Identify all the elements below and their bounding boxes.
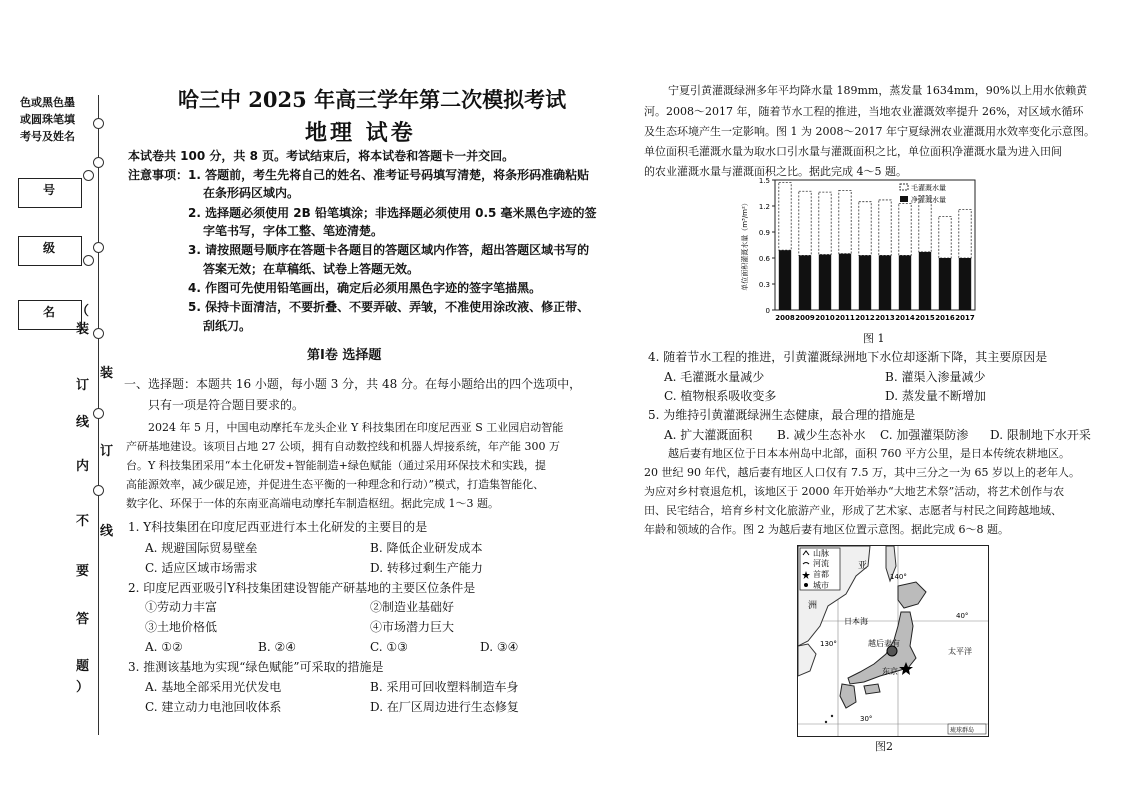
legend-river: 河流	[813, 559, 829, 568]
binding-hole	[83, 255, 94, 266]
net-irrigation-bar	[919, 252, 931, 310]
passage-line: 为应对乡村衰退危机，该地区于 2000 年开始举办“大地艺术祭”活动，将艺术创作与农	[644, 485, 1065, 498]
net-irrigation-bar	[779, 250, 791, 310]
note-line: 3. 请按照题号顺序在答题卡各题目的答题区域内作答，超出答题区域书写的	[188, 243, 590, 257]
vertical-char: （	[76, 304, 90, 319]
binding-hole	[93, 157, 104, 168]
x-tick-label: 2011	[835, 314, 855, 322]
note-line: 答案无效；在草稿纸、试卷上答题无效。	[203, 262, 420, 276]
label-lon140: 140°	[890, 573, 907, 581]
side-line: 线	[100, 524, 114, 539]
page-title: 哈三中 2025 年高三学年第二次模拟考试	[178, 87, 567, 112]
legend-capital: 首都	[813, 570, 829, 579]
x-tick-label: 2012	[855, 314, 875, 322]
y-tick-label: 0.6	[758, 255, 770, 263]
passage-line: 及生态环境产生一定影响。图 1 为 2008～2017 年宁夏绿洲农业灌溉用水效率变化示意图。	[644, 125, 1095, 138]
vertical-char: 不	[76, 514, 90, 529]
vertical-char: 答	[76, 612, 90, 627]
gross-irrigation-bar	[839, 190, 851, 253]
option[interactable]: C. 加强灌渠防渗	[880, 428, 969, 442]
side-order: 订	[100, 444, 114, 459]
passage-line: 单位面积毛灌溉水量为取水口引水量与灌溉面积之比，单位面积净灌溉水量为进入田间	[644, 145, 1062, 158]
option[interactable]: A. 毛灌溉水量减少	[664, 370, 765, 384]
y-tick-label: 1.2	[758, 203, 770, 211]
instruction-line: 一、选择题：本题共 16 小题，每小题 3 分，共 48 分。在每小题给出的四个选项中，	[124, 377, 582, 391]
hokkaido	[898, 582, 926, 608]
note-line: 刮纸刀。	[203, 319, 252, 333]
notes-label: 注意事项：	[128, 168, 189, 182]
net-irrigation-bar	[839, 254, 851, 310]
y-axis-label: 单位面积灌溉水量（m³/m²）	[741, 199, 749, 291]
x-tick-label: 2013	[875, 314, 895, 322]
option[interactable]: D. ③④	[480, 640, 519, 654]
legend-net-swatch	[900, 196, 908, 202]
condition: ②制造业基础好	[370, 600, 455, 614]
legend-city: 城市	[813, 581, 829, 590]
passage-line: 年龄和领域的合作。图 2 为越后妻有地区位置示意图。据此完成 6～8 题。	[644, 523, 1009, 536]
vertical-char: 线	[76, 415, 90, 430]
section-heading: 第Ⅰ卷 选择题	[307, 348, 382, 363]
y-tick-label: 0	[765, 307, 770, 315]
binding-hole	[93, 328, 104, 339]
legend-gross-label: 毛灌溉水量	[911, 184, 946, 192]
vertical-char: ）	[76, 680, 90, 695]
exam-number-box	[18, 178, 82, 208]
gross-irrigation-bar	[819, 192, 831, 254]
option[interactable]: B. 降低企业研发成本	[370, 541, 483, 555]
vertical-char: 订	[76, 378, 90, 393]
binding-hole	[83, 170, 94, 181]
side-notice-1: 色或黑色墨	[20, 96, 75, 109]
net-irrigation-bar	[859, 255, 871, 310]
class-box	[18, 236, 82, 266]
instruction-line: 只有一项是符合题目要求的。	[148, 398, 305, 412]
y-tick-label: 1.5	[758, 177, 770, 185]
gross-irrigation-bar	[779, 183, 791, 251]
side-notice-3: 考号及姓名	[20, 130, 75, 143]
japan-location-map	[797, 545, 989, 737]
legend-net-label: 净灌溉水量	[911, 196, 946, 204]
ryukyu-island	[831, 715, 833, 717]
label-continent: 洲	[808, 601, 818, 611]
shikoku	[864, 684, 880, 694]
note-line: 5. 保持卡面清洁，不要折叠、不要弄破、弄皱，不准使用涂改液、修正带、	[188, 300, 590, 314]
gross-irrigation-bar	[959, 209, 971, 258]
note-line: 在条形码区域内。	[203, 186, 300, 200]
condition: ①劳动力丰富	[145, 600, 218, 614]
option[interactable]: C. 植物根系吸收变多	[664, 389, 777, 403]
option[interactable]: B. ②④	[258, 640, 296, 654]
question-stem: 2. 印度尼西亚吸引Y科技集团建设智能产研基地的主要区位条件是	[128, 581, 476, 595]
y-tick-label: 0.9	[758, 229, 770, 237]
x-tick-label: 2008	[775, 314, 795, 322]
passage-line: 2024 年 5 月，中国电动摩托车龙头企业 Y 科技集团在印度尼西亚 S 工业园启动智能	[148, 421, 564, 434]
intro-text: 本试卷共 100 分，共 8 页。考试结束后，将本试卷和答题卡一并交回。	[128, 149, 515, 163]
passage-line: 高能源效率，减少碳足迹，并促进生态平衡的一种理念和行动）”模式，打造集智能化、	[126, 478, 545, 491]
x-tick-label: 2010	[815, 314, 835, 322]
passage-line: 的农业灌溉水量与灌溉面积之比。据此完成 4～5 题。	[644, 165, 907, 178]
binding-hole	[93, 408, 104, 419]
condition: ④市场潜力巨大	[370, 620, 455, 634]
binding-hole	[93, 485, 104, 496]
condition: ③土地价格低	[145, 620, 218, 634]
option[interactable]: C. 适应区域市场需求	[145, 561, 258, 575]
name-box	[18, 300, 82, 330]
label-lat30: 30°	[860, 715, 873, 723]
passage-line: 宁夏引黄灌溉绿洲多年平均降水量 189mm，蒸发量 1634mm，90%以上用水依赖黄	[668, 84, 1088, 97]
passage-line: 20 世纪 90 年代，越后妻有地区人口仅有 7.5 万，其中三分之一为 65 岁以上的老年人。	[644, 466, 1080, 479]
label-pacific: 太平洋	[948, 647, 972, 656]
ryukyu-island	[825, 721, 827, 723]
vertical-char: 内	[76, 459, 90, 474]
option[interactable]: A. 规避国际贸易壁垒	[145, 541, 258, 555]
label-lon130: 130°	[820, 640, 837, 648]
vertical-char: 装	[76, 322, 90, 337]
net-irrigation-bar	[959, 258, 971, 310]
option[interactable]: D. 在厂区周边进行生态修复	[370, 700, 519, 714]
gross-irrigation-bar	[859, 202, 871, 256]
legend-gross-swatch	[900, 184, 908, 190]
side-mark: 装	[100, 366, 114, 381]
question-stem: 4. 随着节水工程的推进，引黄灌溉绿洲地下水位却逐渐下降，其主要原因是	[648, 350, 1048, 364]
passage-line: 田、民宅结合，培育乡村文化旅游产业，形成了艺术家、志愿者与村民之间跨越地域、	[644, 504, 1062, 517]
label-asia: 亚	[858, 561, 868, 571]
note-line: 1. 答题前，考生先将自己的姓名、准考证号码填写清楚，将条形码准确粘贴	[188, 168, 590, 182]
label-ryukyu: 琉球群岛	[950, 727, 975, 734]
name-label: 名	[43, 305, 56, 319]
net-irrigation-bar	[799, 255, 811, 310]
label-lat40: 40°	[956, 612, 969, 620]
gross-irrigation-bar	[799, 191, 811, 255]
figure2-caption: 图2	[875, 740, 893, 753]
option[interactable]: D. 蒸发量不断增加	[885, 389, 986, 403]
question-stem: 5. 为维持引黄灌溉绿洲生态健康，最合理的措施是	[648, 408, 916, 422]
vertical-char: 题	[76, 659, 90, 674]
figure1-caption: 图 1	[863, 332, 885, 345]
x-tick-label: 2016	[935, 314, 955, 322]
label-echigo-tsumari: 越后妻有	[868, 639, 900, 648]
question-stem: 3. 推测该基地为实现“绿色赋能”可采取的措施是	[128, 660, 384, 674]
irrigation-chart	[735, 170, 995, 335]
binding-hole	[93, 242, 104, 253]
x-tick-label: 2017	[955, 314, 975, 322]
y-tick-label: 0.3	[758, 281, 770, 289]
option[interactable]: B. 灌渠入渗量减少	[885, 370, 986, 384]
note-line: 2. 选择题必须使用 2B 铅笔填涂；非选择题必须使用 0.5 毫米黑色字迹的签	[188, 206, 597, 220]
x-tick-label: 2015	[915, 314, 935, 322]
x-tick-label: 2009	[795, 314, 815, 322]
option[interactable]: A. ①②	[145, 640, 183, 654]
kyushu	[840, 684, 856, 708]
vertical-char: 要	[76, 564, 90, 579]
gross-irrigation-bar	[939, 216, 951, 258]
subject-title: 地理 试卷	[305, 120, 416, 146]
legend-mountain: 山脉	[813, 549, 829, 558]
japan-map-svg	[798, 546, 988, 736]
label-sea-of-japan: 日本海	[844, 617, 868, 626]
option[interactable]: B. 采用可回收塑料制造车身	[370, 680, 519, 694]
gross-irrigation-bar	[899, 203, 911, 255]
net-irrigation-bar	[879, 255, 891, 310]
option[interactable]: D. 转移过剩生产能力	[370, 561, 483, 575]
net-irrigation-bar	[819, 255, 831, 310]
passage-line: 河。2008～2017 年，随着节水工程的推进，当地农业灌溉效率提升 26%，对区域水循环	[644, 105, 1084, 118]
passage-line: 台。Y 科技集团采用“本土化研发+智能制造+绿色赋能（通过采用环保技术和实践，提	[126, 459, 546, 472]
irrigation-chart-svg	[735, 170, 995, 335]
class-label: 级	[43, 241, 56, 255]
side-notice-2: 或圆珠笔填	[20, 113, 75, 126]
option[interactable]: A. 扩大灌溉面积	[664, 428, 753, 442]
label-tokyo: 东京	[882, 667, 898, 676]
gross-irrigation-bar	[919, 196, 931, 252]
korea-peninsula	[798, 644, 816, 676]
option[interactable]: C. ①③	[370, 640, 408, 654]
note-line: 字笔书写，字体工整、笔迹清楚。	[203, 224, 384, 238]
question-stem: 1. Y科技集团在印度尼西亚进行本土化研发的主要目的是	[128, 520, 428, 534]
city-icon	[804, 583, 808, 587]
net-irrigation-bar	[939, 258, 951, 310]
option[interactable]: B. 减少生态补水	[777, 428, 866, 442]
gross-irrigation-bar	[879, 200, 891, 255]
x-tick-label: 2014	[895, 314, 915, 322]
net-irrigation-bar	[899, 255, 911, 310]
passage-line: 越后妻有地区位于日本本州岛中北部，面积 760 平方公里，是日本传统农耕地区。	[668, 447, 1070, 460]
option[interactable]: C. 建立动力电池回收体系	[145, 700, 282, 714]
exam-number-label: 号	[43, 183, 56, 197]
option[interactable]: D. 限制地下水开采	[990, 428, 1091, 442]
passage-line: 产研基地建设。该项目占地 27 公顷，拥有自动数控线和机器人焊接系统，年产能 300 万	[126, 440, 560, 453]
option[interactable]: A. 基地全部采用光伏发电	[145, 680, 282, 694]
note-line: 4. 作图可先使用铅笔画出，确定后必须用黑色字迹的签字笔描黑。	[188, 281, 542, 295]
binding-hole	[93, 118, 104, 129]
passage-line: 数字化、环保于一体的东南亚高端电动摩托车制造枢纽。据此完成 1～3 题。	[126, 497, 499, 510]
